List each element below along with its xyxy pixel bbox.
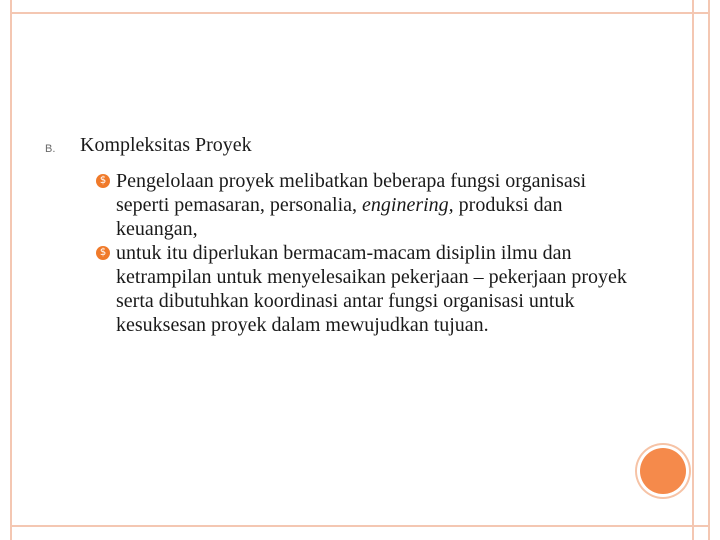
frame-right-line-outer bbox=[708, 0, 710, 540]
bullet-text-italic: enginering, bbox=[362, 194, 454, 216]
frame-right-line-inner bbox=[692, 0, 694, 540]
frame-left-line bbox=[10, 0, 12, 540]
bullet-item bbox=[96, 169, 636, 241]
bullet-text: untuk itu diperlukan bermacam-macam disiplin ilmu dan ketrampilan untuk menyelesaikan pekerjaan – pekerjaan proyek serta dibutuhkan koordinasi antar fungsi organisasi untuk kesuksesan proyek dalam mewujudkan tujuan. bbox=[116, 242, 627, 336]
bullet-item bbox=[96, 241, 636, 337]
section-letter: B. bbox=[45, 143, 56, 155]
slide-heading: Kompleksitas Proyek bbox=[80, 134, 252, 156]
dollar-sign-icon: $ bbox=[96, 246, 110, 260]
dollar-sign-icon: $ bbox=[96, 174, 110, 188]
bullet-list bbox=[96, 169, 636, 337]
frame-bottom-line bbox=[10, 525, 710, 527]
bullet-text-part: Pengelolaan proyek melibatkan beberapa fungsi organisasi seperti pemasaran, personalia, bbox=[116, 170, 587, 216]
frame-top-line bbox=[10, 12, 710, 14]
decorative-circle bbox=[640, 448, 686, 494]
bullet-text-part: produksi dan keuangan, bbox=[116, 194, 563, 240]
